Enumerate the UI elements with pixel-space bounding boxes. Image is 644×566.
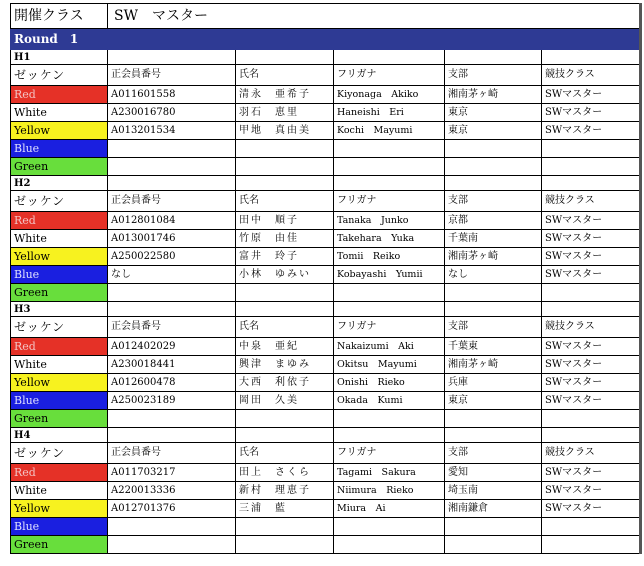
bib-color-cell: Red	[11, 338, 108, 356]
member-number-cell: A012701376	[108, 500, 236, 518]
column-header: ゼッケン	[11, 443, 108, 464]
class-cell: SWマスター	[542, 248, 641, 266]
member-number-cell: A250022580	[108, 248, 236, 266]
member-number-cell: A230018441	[108, 356, 236, 374]
member-number-cell	[108, 158, 236, 176]
class-cell: SWマスター	[542, 230, 641, 248]
start-list-table	[10, 3, 642, 554]
heat-label-blank	[108, 302, 236, 317]
column-header: ゼッケン	[11, 191, 108, 212]
name-cell: 甲地 真由美	[236, 122, 334, 140]
member-number-cell: なし	[108, 266, 236, 284]
member-number-cell: A013001746	[108, 230, 236, 248]
branch-cell: 埼玉南	[445, 482, 542, 500]
heat-label-blank	[334, 428, 445, 443]
heat-label-blank	[542, 176, 641, 191]
member-number-cell: A012600478	[108, 374, 236, 392]
bib-color-cell: Green	[11, 410, 108, 428]
member-number-cell: A012801084	[108, 212, 236, 230]
name-cell	[236, 518, 334, 536]
athlete-row	[11, 104, 641, 122]
name-cell: 竹原 由佳	[236, 230, 334, 248]
athlete-row	[11, 158, 641, 176]
name-cell	[236, 536, 334, 554]
column-header: 競技クラス	[542, 65, 641, 86]
athlete-row	[11, 122, 641, 140]
athlete-row	[11, 500, 641, 518]
bib-color-cell: Yellow	[11, 122, 108, 140]
class-cell	[542, 518, 641, 536]
bib-color-cell: Red	[11, 86, 108, 104]
furigana-cell: Nakaizumi Aki	[334, 338, 445, 356]
class-cell	[542, 140, 641, 158]
bib-color-cell: Yellow	[11, 248, 108, 266]
class-cell	[542, 158, 641, 176]
athlete-row	[11, 356, 641, 374]
column-header: 競技クラス	[542, 317, 641, 338]
branch-cell: 千葉南	[445, 230, 542, 248]
class-cell: SWマスター	[542, 482, 641, 500]
name-cell: 田中 順子	[236, 212, 334, 230]
bib-color-cell: Red	[11, 464, 108, 482]
furigana-cell: Kochi Mayumi	[334, 122, 445, 140]
furigana-cell: Kobayashi Yumii	[334, 266, 445, 284]
column-header: 氏名	[236, 317, 334, 338]
column-header: フリガナ	[334, 443, 445, 464]
name-cell: 岡田 久美	[236, 392, 334, 410]
furigana-cell: Niimura Rieko	[334, 482, 445, 500]
column-header-row	[11, 443, 641, 464]
heat-label-blank	[236, 302, 334, 317]
branch-cell	[445, 410, 542, 428]
class-cell: SWマスター	[542, 104, 641, 122]
furigana-cell: Tanaka Junko	[334, 212, 445, 230]
round-label: Round 1	[11, 29, 108, 50]
member-number-cell: A230016780	[108, 104, 236, 122]
bib-color-cell: Yellow	[11, 500, 108, 518]
furigana-cell: Haneishi Eri	[334, 104, 445, 122]
furigana-cell: Tomii Reiko	[334, 248, 445, 266]
class-cell: SWマスター	[542, 356, 641, 374]
bib-color-cell: White	[11, 230, 108, 248]
athlete-row	[11, 338, 641, 356]
athlete-row	[11, 266, 641, 284]
column-header-row	[11, 191, 641, 212]
class-cell: SWマスター	[542, 464, 641, 482]
branch-cell	[445, 536, 542, 554]
bib-color-cell: Blue	[11, 140, 108, 158]
heat-label-blank	[542, 302, 641, 317]
class-cell: SWマスター	[542, 86, 641, 104]
member-number-cell: A250023189	[108, 392, 236, 410]
name-cell: 大西 利依子	[236, 374, 334, 392]
heat-label-blank	[236, 50, 334, 65]
bib-color-cell: Blue	[11, 392, 108, 410]
heat-label-blank	[236, 428, 334, 443]
furigana-cell	[334, 158, 445, 176]
furigana-cell: Onishi Rieko	[334, 374, 445, 392]
branch-cell: 兵庫	[445, 374, 542, 392]
athlete-row	[11, 140, 641, 158]
column-header: 支部	[445, 317, 542, 338]
event-class-label: 開催クラス	[11, 4, 108, 29]
branch-cell: なし	[445, 266, 542, 284]
bib-color-cell: Red	[11, 212, 108, 230]
branch-cell: 湘南茅ヶ崎	[445, 86, 542, 104]
heat-label-blank	[334, 176, 445, 191]
branch-cell: 湘南鎌倉	[445, 500, 542, 518]
branch-cell: 京都	[445, 212, 542, 230]
column-header: フリガナ	[334, 191, 445, 212]
heat-label-blank	[445, 428, 542, 443]
athlete-row	[11, 230, 641, 248]
branch-cell	[445, 158, 542, 176]
event-class-row	[11, 4, 641, 29]
class-cell	[542, 410, 641, 428]
heat-label-blank	[108, 428, 236, 443]
athlete-row	[11, 374, 641, 392]
name-cell	[236, 158, 334, 176]
name-cell: 富井 玲子	[236, 248, 334, 266]
athlete-row	[11, 518, 641, 536]
athlete-row	[11, 86, 641, 104]
heat-label-row	[11, 50, 641, 65]
name-cell	[236, 140, 334, 158]
member-number-cell: A013201534	[108, 122, 236, 140]
furigana-cell: Okitsu Mayumi	[334, 356, 445, 374]
class-cell: SWマスター	[542, 266, 641, 284]
name-cell: 中泉 亜紀	[236, 338, 334, 356]
column-header: 氏名	[236, 65, 334, 86]
branch-cell: 東京	[445, 392, 542, 410]
bib-color-cell: White	[11, 104, 108, 122]
athlete-row	[11, 410, 641, 428]
branch-cell	[445, 140, 542, 158]
furigana-cell: Kiyonaga Akiko	[334, 86, 445, 104]
branch-cell: 東京	[445, 104, 542, 122]
furigana-cell: Takehara Yuka	[334, 230, 445, 248]
name-cell: 三浦 藍	[236, 500, 334, 518]
round-bar-cell	[236, 29, 334, 50]
heat-label-blank	[445, 302, 542, 317]
heat-label-row	[11, 302, 641, 317]
bib-color-cell: Green	[11, 158, 108, 176]
furigana-cell: Tagami Sakura	[334, 464, 445, 482]
heat-label: H4	[11, 428, 108, 443]
bib-color-cell: Yellow	[11, 374, 108, 392]
class-cell: SWマスター	[542, 212, 641, 230]
column-header: 競技クラス	[542, 443, 641, 464]
heat-label-row	[11, 428, 641, 443]
column-header: 正会員番号	[108, 317, 236, 338]
column-header: フリガナ	[334, 317, 445, 338]
class-cell: SWマスター	[542, 338, 641, 356]
name-cell: 田上 さくら	[236, 464, 334, 482]
column-header: 支部	[445, 443, 542, 464]
member-number-cell	[108, 518, 236, 536]
heat-label: H2	[11, 176, 108, 191]
heat-label-blank	[445, 176, 542, 191]
column-header: フリガナ	[334, 65, 445, 86]
column-header: 競技クラス	[542, 191, 641, 212]
column-header: 支部	[445, 65, 542, 86]
member-number-cell: A012402029	[108, 338, 236, 356]
name-cell	[236, 410, 334, 428]
round-bar-cell	[334, 29, 445, 50]
column-header-row	[11, 317, 641, 338]
furigana-cell	[334, 140, 445, 158]
furigana-cell	[334, 536, 445, 554]
branch-cell: 愛知	[445, 464, 542, 482]
branch-cell	[445, 518, 542, 536]
event-class-value: SW マスター	[108, 4, 641, 29]
round-bar-cell	[445, 29, 542, 50]
class-cell: SWマスター	[542, 500, 641, 518]
heat-label-blank	[334, 50, 445, 65]
name-cell: 清永 亜希子	[236, 86, 334, 104]
column-header: 氏名	[236, 191, 334, 212]
athlete-row	[11, 464, 641, 482]
heat-label-blank	[108, 176, 236, 191]
heat-label-blank	[542, 50, 641, 65]
furigana-cell	[334, 410, 445, 428]
member-number-cell	[108, 140, 236, 158]
column-header-row	[11, 65, 641, 86]
bib-color-cell: Green	[11, 284, 108, 302]
member-number-cell: A011601558	[108, 86, 236, 104]
class-cell: SWマスター	[542, 374, 641, 392]
athlete-row	[11, 212, 641, 230]
class-cell: SWマスター	[542, 122, 641, 140]
class-cell	[542, 284, 641, 302]
column-header: 正会員番号	[108, 191, 236, 212]
name-cell: 新村 理恵子	[236, 482, 334, 500]
heat-label-blank	[236, 176, 334, 191]
athlete-row	[11, 392, 641, 410]
athlete-row	[11, 482, 641, 500]
furigana-cell: Miura Ai	[334, 500, 445, 518]
column-header: 正会員番号	[108, 65, 236, 86]
athlete-row	[11, 248, 641, 266]
heat-label-blank	[445, 50, 542, 65]
class-cell: SWマスター	[542, 392, 641, 410]
bib-color-cell: Blue	[11, 518, 108, 536]
branch-cell: 千葉東	[445, 338, 542, 356]
heat-label: H1	[11, 50, 108, 65]
member-number-cell	[108, 284, 236, 302]
furigana-cell: Okada Kumi	[334, 392, 445, 410]
bib-color-cell: White	[11, 482, 108, 500]
name-cell: 興津 まゆみ	[236, 356, 334, 374]
heat-label-row	[11, 176, 641, 191]
furigana-cell	[334, 284, 445, 302]
branch-cell	[445, 284, 542, 302]
round-bar-cell	[542, 29, 641, 50]
bib-color-cell: Green	[11, 536, 108, 554]
member-number-cell: A011703217	[108, 464, 236, 482]
heat-label-blank	[108, 50, 236, 65]
heat-label-blank	[542, 428, 641, 443]
round-bar-cell	[108, 29, 236, 50]
column-header: 正会員番号	[108, 443, 236, 464]
column-header: ゼッケン	[11, 65, 108, 86]
column-header: 氏名	[236, 443, 334, 464]
heat-label-blank	[334, 302, 445, 317]
bib-color-cell: Blue	[11, 266, 108, 284]
member-number-cell: A220013336	[108, 482, 236, 500]
member-number-cell	[108, 410, 236, 428]
bib-color-cell: White	[11, 356, 108, 374]
name-cell	[236, 284, 334, 302]
name-cell: 羽石 恵里	[236, 104, 334, 122]
round-bar	[11, 29, 641, 50]
class-cell	[542, 536, 641, 554]
member-number-cell	[108, 536, 236, 554]
branch-cell: 湘南茅ヶ崎	[445, 248, 542, 266]
furigana-cell	[334, 518, 445, 536]
column-header: 支部	[445, 191, 542, 212]
column-header: ゼッケン	[11, 317, 108, 338]
athlete-row	[11, 536, 641, 554]
heat-label: H3	[11, 302, 108, 317]
athlete-row	[11, 284, 641, 302]
name-cell: 小林 ゆみい	[236, 266, 334, 284]
branch-cell: 湘南茅ヶ崎	[445, 356, 542, 374]
start-list-sheet	[10, 3, 642, 554]
branch-cell: 東京	[445, 122, 542, 140]
